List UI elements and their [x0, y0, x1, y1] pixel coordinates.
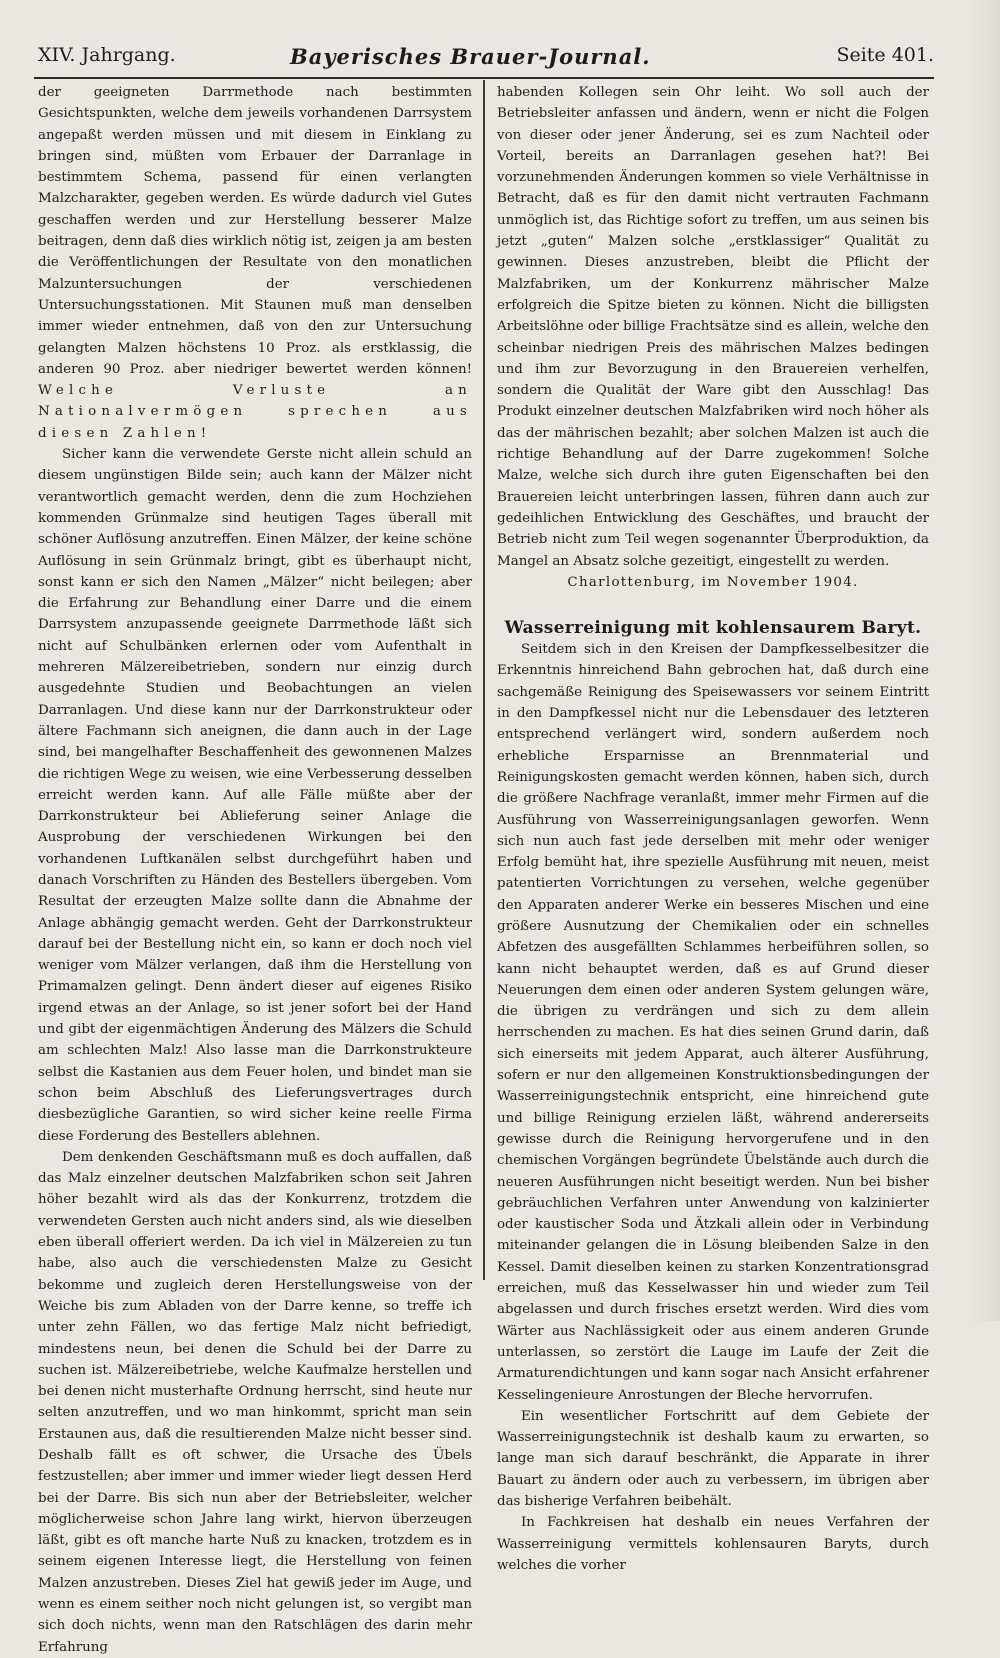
- right-paragraph-2: Seitdem sich in den Kreisen der Dampfkesselbesitzer die Erkenntnis hinreichend Bahn gebrochen hat, daß durch eine sachgemäße Reinigung des Speisewassers vor seinem Eintritt in den Dampfkessel nicht nur die Lebensdauer des letzteren entsprechend verlängert wird, sondern außerdem noch erhebliche Ersparnisse an Brennmaterial und Reinigungskosten gemacht werden können, haben sich, durch die größere Nachfrage veranlaßt, immer mehr Firmen auf die Ausführung von Wasserreinigungsanlagen geworfen. Wenn sich nun auch fast jede derselben mit mehr oder weniger Erfolg bemüht hat, ihre spezielle Ausführung mit neuen, meist patentierten Vorrichtungen zu versehen, welche gegenüber den Apparaten anderer Werke ein besseres Mischen und eine größere Ausnutzung der Chemikalien oder ein schnelles Abfetzen des ausgefällten Schlammes herbeiführen sollen, so kann nicht behauptet werden, daß es auf Grund dieser Neuerungen dem einen oder anderen System gelungen wäre, die übrigen zu verdrängen und sich zu dem allein herrschenden zu machen. Es hat dies seinen Grund darin, daß sich einerseits mit jedem Apparat, auch älterer Ausführung, sofern er nur den allgemeinen Konstruktionsbedingungen der Wasserreinigungstechnik entspricht, eine hinreichend gute und billige Reinigung erzielen läßt, während andererseits gewisse durch die Reinigung hervorgerufene und in den chemischen Vorgängen begründete Übelstände auch durch die neueren Ausführungen nicht beseitigt werden. Nun bei bisher gebräuchlichen Verfahren unter Anwendung von kalzinierter oder kaustischer Soda und Ätzkali allein oder in Verbindung miteinander gelangen die in Lösung bleibenden Salze in den Kessel. Damit dieselben keinen zu starken Konzentrationsgrad erreichen, muß das Kesselwasser hin und wieder zum Teil abgelassen und durch frisches ersetzt werden. Wird dies vom Wärter aus Nachlässigkeit oder aus einem anderen Grunde unterlassen, so zerstört die Lauge im Laufe der Zeit die Armaturendichtungen und kann sogar nach Ansicht erfahrener Kesselingenieure Anrostungen der Bleche hervorrufen.: [497, 642, 929, 1403]
- column-divider: [483, 80, 485, 1280]
- volume-label: XIV. Jahrgang.: [38, 44, 176, 66]
- left-paragraph-2: Sicher kann die verwendete Gerste nicht allein schuld an diesem ungünstigen Bilde sein; auch kann der Mälzer nicht verantwortlich gemacht werden, denn die zum Hochziehen kommenden Grünmalze sind heutigen Tages überall mit schöner Auflösung anzutreffen. Einen Mälzer, der keine schöne Auflösung in sein Grünmalz bringt, gibt es überhaupt nicht, sonst kann er sich den Namen „Mälzer“ nicht beilegen; aber die Erfahrung zur Behandlung einer Darre und die einem Darrsystem anzupassende geeignete Darrmethode läßt sich nicht auf Schulbänken erlernen oder vom Aufenthalt in mehreren Mälzereibetrieben, sondern nur einzig durch ausgedehnte Studien und Beobachtungen an vielen Darranlagen. Und diese kann nur der Darrkonstrukteur oder ältere Fachmann sich aneignen, die dann auch in der Lage sind, bei mangelhafter Beschaffenheit des gewonnenen Malzes die richtigen Wege zu weisen, wie eine Verbesserung desselben erreicht werden kann. Auf alle Fälle müßte aber der Darrkonstrukteur bei Ablieferung seiner Anlage die Ausprobung der verschiedenen Wirkungen bei den vorhandenen Luftkanälen selbst durchgeführt haben und danach Vorschriften zu Händen des Bestellers übergeben. Vom Resultat der erzeugten Malze sollte dann die Abnahme der Anlage abhängig gemacht werden. Geht der Darrkonstrukteur darauf bei der Bestellung nicht ein, so kann er doch noch viel weniger vom Mälzer verlangen, daß ihm die Herstellung von Primamalzen gelingt. Denn ändert dieser auf eigenes Risiko irgend etwas an der Anlage, so ist jener sofort bei der Hand und gibt der eigenmächtigen Änderung des Mälzers die Schuld am schlechten Malz! Also lasse man die Darrkonstrukteure selbst die Kastanien aus dem Feuer holen, und bindet man sie schon beim Abschluß des Lieferungsvertrages durch diesbezügliche Garantien, so wird sicher keine reelle Firma diese Forderung des Bestellers ablehnen.: [38, 447, 472, 1144]
- article-title: Wasserreinigung mit kohlensaurem Baryt.: [504, 618, 922, 639]
- right-paragraph-4: In Fachkreisen hat deshalb ein neues Verfahren der Wasserreinigung vermittels kohlensauren Baryts, durch welches die vorher: [497, 1515, 929, 1573]
- left-paragraph-1-text: der geeigneten Darrmethode nach bestimmten Gesichtspunkten, welche dem jeweils vorhandenen Darrsystem angepaßt werden müssen und mit diesem in Einklang zu bringen sind, müßten vom Erbauer der Darranlage in bestimmtem Schema, passend für einen verlangten Malzcharakter, gegeben werden. Es würde dadurch viel Gutes geschaffen werden und zur Herstellung besserer Malze beitragen, denn daß dies wirklich nötig ist, zeigen ja am besten die Veröffentlichungen der Resultate von den monatlichen Malzuntersuchungen der verschiedenen Untersuchungsstationen. Mit Staunen muß man denselben immer wieder entnehmen, daß von den zur Untersuchung gelangten Malzen höchstens 10 Proz. als erstklassig, die anderen 90 Proz. aber niedriger bewertet werden können!: [38, 85, 472, 377]
- page-header: [34, 40, 934, 74]
- page-edge-shadow: [968, 0, 1000, 1321]
- left-paragraph-3: Dem denkenden Geschäftsmann muß es doch auffallen, daß das Malz einzelner deutschen Malzfabriken schon seit Jahren höher bezahlt wird als das der Konkurrenz, trotzdem die verwendeten Gersten auch nicht anders sind, als wie dieselben eben überall offeriert werden. Da ich viel in Mälzereien zu tun habe, also auch die verschiedensten Malze zu Gesicht bekomme und zugleich deren Herstellungsweise von der Weiche bis zum Abladen von der Darre kenne, so treffe ich unter zehn Fällen, wo das fertige Malz nicht befriedigt, mindestens neun, bei denen die Schuld bei der Darre zu suchen ist. Mälzereibetriebe, welche Kaufmalze herstellen und bei denen nicht musterhafte Ordnung herrscht, sind heute nur selten anzutreffen, und wo man hinkommt, spricht man sein Erstaunen aus, daß die resultierenden Malze nicht besser sind. Deshalb fällt es oft schwer, die Ursache des Übels festzustellen; aber immer und immer wieder liegt dessen Herd bei der Darre. Bis sich nun aber der Betriebsleiter, welcher möglicherweise schon Jahre lang wirkt, hiervon überzeugen läßt, gibt es oft manche harte Nuß zu knacken, trotzdem es in seinem eigenen Interesse liegt, die Herstellung von feinen Malzen anzustreben. Dieses Ziel hat gewiß jeder im Auge, und wenn es einem seither noch nicht gelungen ist, so vergibt man sich doch nichts, wenn man den Ratschlägen des darin mehr Erfahrung: [38, 1149, 472, 1655]
- right-paragraph-1: habenden Kollegen sein Ohr leiht. Wo soll auch der Betriebsleiter anfassen und ändern, wenn er nicht die Folgen von dieser oder jener Änderung, sei es zum Nachteil oder Vorteil, bereits an Darranlagen gesehen hat?! Bei vorzunehmenden Änderungen kommen so viele Verhältnisse in Betracht, daß es für den damit nicht vertrauten Fachmann unmöglich ist, das Richtige sofort zu treffen, um aus seinen bis jetzt „guten“ Malzen solche „erstklassiger“ Qualität zu gewinnen. Dieses anzustreben, bleibt die Pflicht der Malzfabriken, um der Konkurrenz mährischer Malze erfolgreich die Spitze bieten zu können. Nicht die billigsten Arbeitslöhne oder billige Frachtsätze sind es allein, welche den scheinbar niedrigen Preis des mährischen Malzes bedingen und ihm zur Bevorzugung in den Brauereien verhelfen, sondern die Qualität der Ware gibt den Ausschlag! Das Produkt einzelner deutschen Malzfabriken wird noch höher als das der mährischen bezahlt; aber solchen Malzen ist auch die richtige Behandlung auf der Darre zugekommen! Solche Malze, welche sich durch ihre guten Eigenschaften bei den Brauereien leicht unterbringen lassen, führen dann auch zur gedeihlichen Entwicklung des Geschäftes, und braucht der Betrieb nicht zum Teil wegen sogenannter Überproduktion, da Mangel an Absatz solche gezeitigt, eingestellt zu werden.: [497, 85, 929, 569]
- left-column: [38, 82, 472, 1658]
- emphasized-sentence: Welche Verluste an Nationalvermögen sprechen aus diesen Zahlen!: [38, 383, 472, 441]
- right-column: [497, 82, 929, 1576]
- header-rule: [34, 77, 934, 79]
- right-paragraph-3: Ein wesentlicher Fortschritt auf dem Gebiete der Wasserreinigungstechnik ist deshalb kaum zu erwarten, so lange man sich darauf beschränkt, die Apparate in ihrer Bauart zu ändern oder auch zu verbessern, im übrigen aber das bisherige Verfahren beibehält.: [497, 1408, 929, 1509]
- left-paragraph-1: [38, 82, 472, 444]
- signature-line: Charlottenburg, im November 1904.: [567, 574, 859, 590]
- section-gap: [497, 593, 929, 617]
- journal-title: Bayerisches Brauer-Journal.: [290, 44, 651, 69]
- page-number: Seite 401.: [836, 44, 934, 66]
